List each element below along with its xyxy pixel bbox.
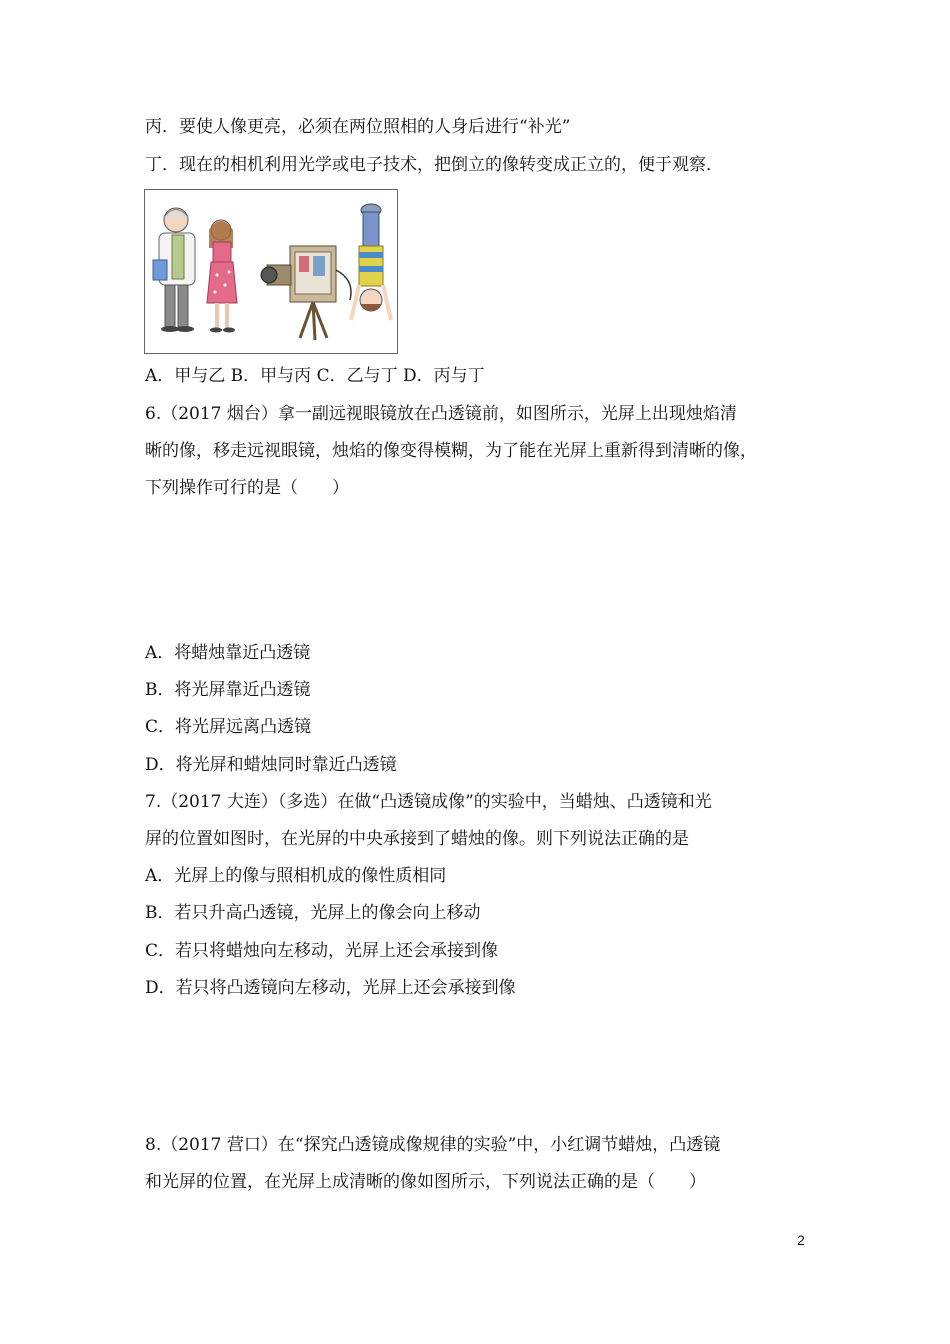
question-7-stem-line2: 屏的位置如图时，在光屏的中央承接到了蜡烛的像。则下列说法正确的是 bbox=[145, 829, 689, 849]
question-6-option-d: D．将光屏和蜡烛同时靠近凸透镜 bbox=[145, 755, 397, 775]
question-8-stem-line1: 8.（2017 营口）在“探究凸透镜成像规律的实验”中，小红调节蜡烛，凸透镜 bbox=[145, 1135, 721, 1155]
question-5-options: A．甲与乙 B．甲与丙 C．乙与丁 D．丙与丁 bbox=[145, 366, 485, 386]
question-6-stem-line1: 6.（2017 烟台）拿一副远视眼镜放在凸透镜前，如图所示，光屏上出现烛焰清 bbox=[145, 404, 737, 424]
question-6-stem-line3: 下列操作可行的是（ ） bbox=[145, 478, 349, 498]
question-6-option-b: B．将光屏靠近凸透镜 bbox=[145, 680, 311, 700]
question-6-option-c: C．将光屏远离凸透镜 bbox=[145, 717, 312, 737]
question-7-option-a: A．光屏上的像与照相机成的像性质相同 bbox=[145, 866, 447, 886]
page-number: 2 bbox=[797, 1232, 805, 1248]
question-7-option-b: B．若只升高凸透镜，光屏上的像会向上移动 bbox=[145, 903, 481, 923]
question-7-option-d: D．若只将凸透镜向左移动，光屏上还会承接到像 bbox=[145, 978, 516, 998]
question-7-option-c: C．若只将蜡烛向左移动，光屏上还会承接到像 bbox=[145, 941, 499, 961]
question-8-stem-line2: 和光屏的位置，在光屏上成清晰的像如图所示，下列说法正确的是（ ） bbox=[145, 1172, 706, 1192]
question-6-option-a: A．将蜡烛靠近凸透镜 bbox=[145, 643, 311, 663]
camera-illustration bbox=[144, 189, 398, 354]
camera-scene-image bbox=[145, 190, 397, 353]
question-6-stem-line2: 晰的像，移走远视眼镜，烛焰的像变得模糊，为了能在光屏上重新得到清晰的像， bbox=[145, 441, 757, 461]
option-ding: 丁．现在的相机利用光学或电子技术，把倒立的像转变成正立的，便于观察． bbox=[145, 155, 723, 175]
question-7-stem-line1: 7.（2017 大连）（多选）在做“凸透镜成像”的实验中，当蜡烛、凸透镜和光 bbox=[145, 792, 712, 812]
option-bing: 丙．要使人像更亮，必须在两位照相的人身后进行“补光” bbox=[145, 117, 571, 137]
